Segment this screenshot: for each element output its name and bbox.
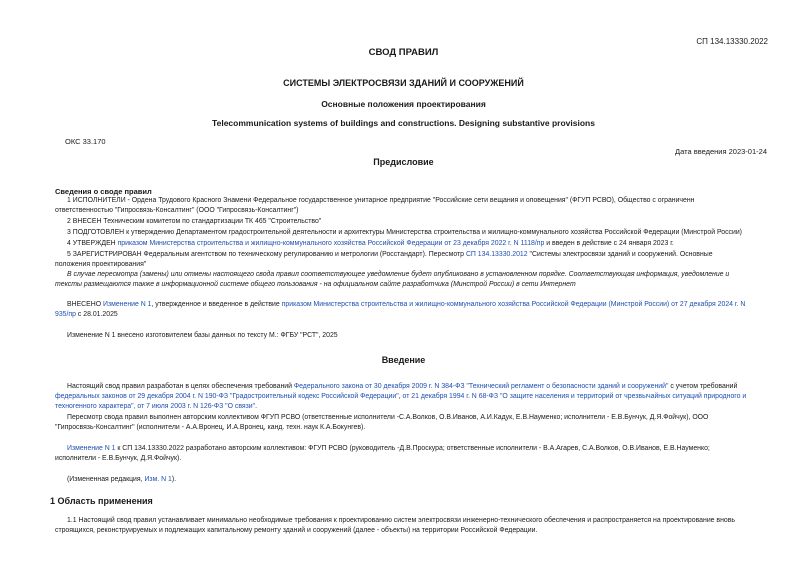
preface-item-3: 3 ПОДГОТОВЛЕН к утверждению Департаментом градостроительной деятельности и архитектуры Министерства строительства и жилищно-коммунального хозяйства Российской Федерации (Минстрой России)	[67, 229, 742, 236]
sp-2012-link[interactable]: СП 134.13330.2012	[465, 251, 528, 258]
preface-item-1: 1 ИСПОЛНИТЕЛИ - Ордена Трудового Красного Знамени Федеральное государственное унитарное предприятие "Российские сети вещания и оповещения" (ФГУП РСВО), Общество с ограниченн	[67, 197, 695, 204]
preface-note-cont: тексты размещаются также в информационной системе общего пользования - на официальном сайте разработчика (Минстрой России) в сети Интернет	[55, 281, 576, 288]
amendment-intro: ВНЕСЕНО Изменение N 1, утвержденное и введенное в действие приказом Министерства строительства и жилищно-коммунального хозяйства Российской Федерации (Минстрой России) от 27 декабря 2024 г. N	[67, 301, 746, 308]
law-384-link[interactable]: Федерального закона от 30 декабря 2009 г. N 384-ФЗ "Технический регламент о безопасности зданий и сооружений"	[293, 383, 669, 390]
preface-item-1-cont: ответственностью "Гипросвязь-Консалтинг" (ООО "Гипросвязь-Консалтинг")	[55, 207, 299, 214]
amendment-1-link-intro[interactable]: Изменение N 1	[67, 445, 116, 452]
doc-title: СИСТЕМЫ ЭЛЕКТРОСВЯЗИ ЗДАНИЙ И СООРУЖЕНИЙ	[283, 78, 524, 88]
law-190-link[interactable]: федеральных законов от 29 декабря 2004 г. N 190-ФЗ "Градостроительный кодекс Российской Федерации"	[55, 393, 399, 400]
law-126-link[interactable]: техногенного характера", от 7 июля 2003 г. N 126-ФЗ "О связи"	[55, 403, 256, 410]
preface-item-5: 5 ЗАРЕГИСТРИРОВАН Федеральным агентством по техническому регулированию и метрологии (Росстандарт). Пересмотр СП 134.13330.2012 "Системы электросвязи зданий и сооружений. Основные	[67, 251, 713, 258]
amendment-1-link[interactable]: Изменение N 1	[103, 301, 152, 308]
intro-para-1: Настоящий свод правил разработан в целях обеспечения требований Федерального закона от 30 декабря 2009 г. N 384-ФЗ "Технический регламент о безопасности зданий и сооружений" с учетом требований	[67, 383, 738, 390]
doc-subtitle: Основные положения проектирования	[321, 99, 486, 109]
intro-para-3-cont: исполнители - Е.В.Бунчук, Д.Я.Фойчук).	[55, 455, 182, 462]
preface-item-5-cont: положения проектирования"	[55, 261, 147, 268]
preface-item-4: 4 УТВЕРЖДЕН приказом Министерства строительства и жилищно-коммунального хозяйства Российской Федерации от 23 декабря 2022 г. N 1118/пр и введен в действие с 24 января 2023 г.	[67, 240, 674, 247]
doc-title-en: Telecommunication systems of buildings and constructions. Designing substantive provisions	[212, 118, 595, 128]
intro-para-3: Изменение N 1 к СП 134.13330.2022 разработано авторским коллективом: ФГУП РСВО (руководитель -Д.В.Проскура; ответственные исполнители - В.А.Агарев, С.А.Волков, О.В.Иванов, Е.В.Науменко;	[67, 445, 710, 452]
intro-para-2-cont: "Гипросвязь-Консалтинг" (исполнители - А.А.Вронец, И.А.Вронец, канд. техн. наук К.А.Бокунгев).	[55, 424, 366, 431]
intro-para-1-cont: федеральных законов от 29 декабря 2004 г. N 190-ФЗ "Градостроительный кодекс Российской Федерации", от 21 декабря 1994 г. N 68-ФЗ "О защите населения и территорий от чрезвычайных ситуаций природного и	[55, 393, 747, 400]
doc-kind: СВОД ПРАВИЛ	[368, 47, 439, 58]
intro-para-1-cont2: техногенного характера", от 7 июля 2003 г. N 126-ФЗ "О связи".	[55, 403, 258, 410]
preface-subheading: Сведения о своде правил	[55, 187, 152, 196]
doc-code: СП 134.13330.2022	[696, 37, 768, 46]
order-link[interactable]: приказом Министерства строительства и жилищно-коммунального хозяйства Российской Федерации от 23 декабря 2022 г. N 1118/пр	[117, 240, 545, 247]
oks-code: ОКС 33.170	[65, 137, 106, 146]
section-1-para: 1.1 Настоящий свод правил устанавливает минимально необходимые требования к проектированию систем электросвязи инженерно-технического обеспечения и распространяется на проектирование вновь	[67, 517, 735, 524]
edition-amendment-link[interactable]: Изм. N 1	[144, 476, 172, 483]
amendment-intro-cont: 935/пр с 28.01.2025	[55, 311, 118, 318]
law-68-link[interactable]: от 21 декабря 1994 г. N 68-ФЗ "О защите населения и территорий от чрезвычайных ситуаций природного и	[402, 393, 747, 400]
preface-note: В случае пересмотра (замены) или отмены настоящего свода правил соответствующее уведомление будет опубликовано в установленном порядке. Соответствующая информация, уведомление и	[67, 271, 730, 278]
edition-note: (Измененная редакция, Изм. N 1).	[67, 476, 177, 483]
effective-date: Дата введения 2023-01-24	[675, 147, 767, 156]
intro-para-2: Пересмотр свода правил выполнен авторским коллективом ФГУП РСВО (ответственные исполнители -С.А.Волков, О.В.Иванов, А.И.Кадук, Е.В.Науменко; исполнители - Е.В.Бунчук, Д.Я.Фойчук), ООО	[67, 414, 709, 421]
section-1-para-cont: строящихся, реконструируемых и подлежащих капитальному ремонту зданий и сооружений (далее - объекты) на территории Российской Федерации.	[55, 527, 538, 534]
section-1-heading: 1 Область применения	[50, 496, 153, 506]
preface-item-2: 2 ВНЕСЕН Техническим комитетом по стандартизации ТК 465 "Строительство"	[67, 218, 322, 225]
amendment-order-link-cont[interactable]: 935/пр	[55, 311, 76, 318]
amendment-order-link[interactable]: приказом Министерства строительства и жилищно-коммунального хозяйства Российской Федерации (Минстрой России) от 27 декабря 2024 г. N	[281, 301, 746, 308]
preface-heading: Предисловие	[373, 157, 434, 167]
intro-heading: Введение	[381, 355, 426, 365]
change-note: Изменение N 1 внесено изготовителем базы данных по тексту М.: ФГБУ "РСТ", 2025	[67, 332, 338, 339]
